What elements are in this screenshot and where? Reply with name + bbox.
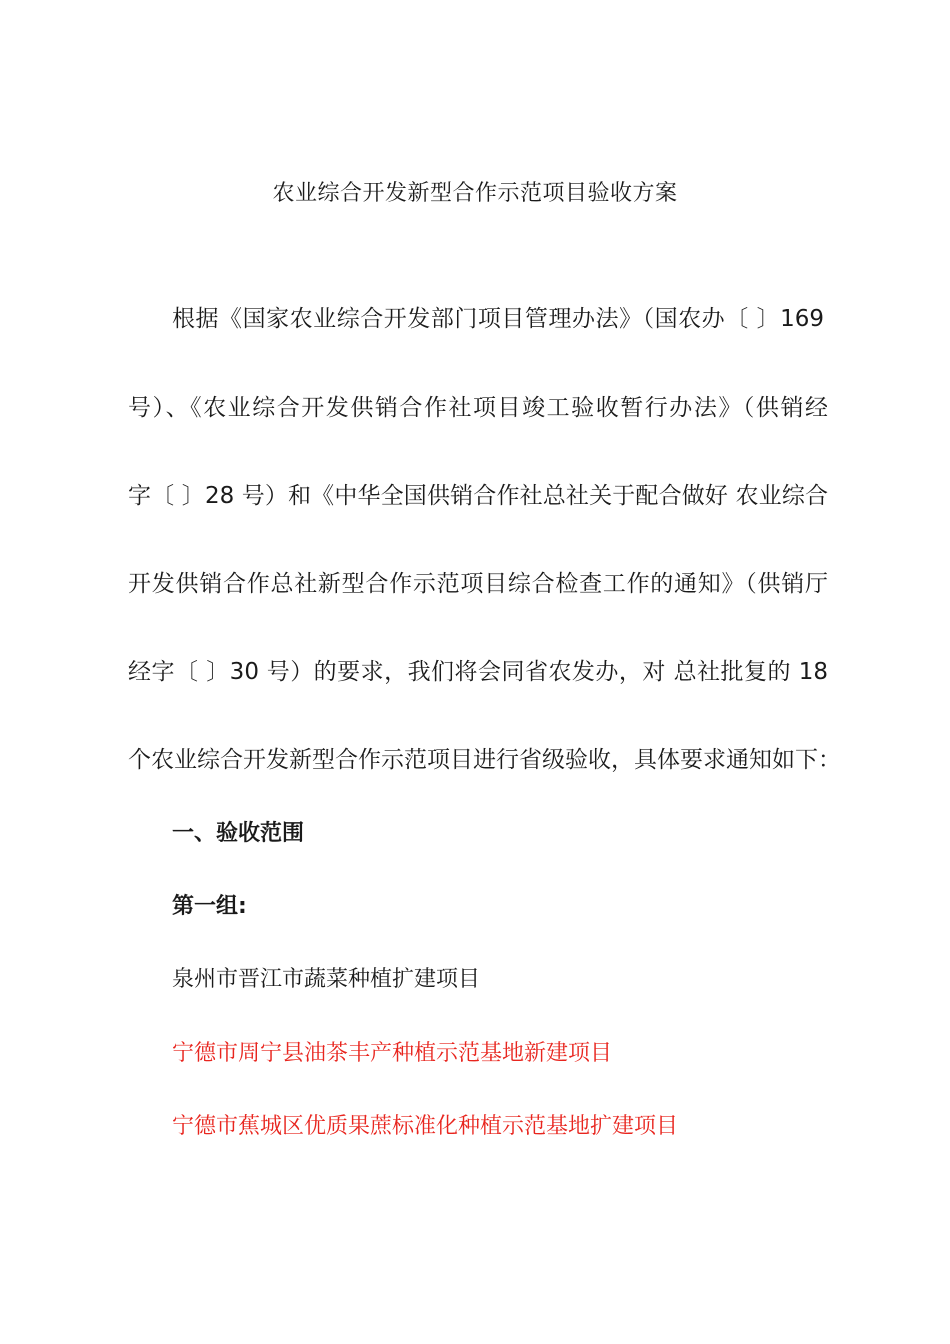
project-item-3: 宁德市蕉城区优质果蔗标准化种植示范基地扩建项目 xyxy=(172,1114,679,1139)
intro-line-4: 开发供销合作总社新型合作示范项目综合检查工作的通知》（供销厅 xyxy=(128,571,828,597)
intro-line-1: 根据《国家农业综合开发部门项目管理办法》（国农办〔 〕169 xyxy=(172,306,824,332)
group-heading: 第一组: xyxy=(172,894,247,919)
intro-line-6: 个农业综合开发新型合作示范项目进行省级验收，具体要求通知如下： xyxy=(128,747,841,773)
document-title: 农业综合开发新型合作示范项目验收方案 xyxy=(272,181,678,206)
section-heading: 一、验收范围 xyxy=(172,821,305,846)
intro-line-2: 号）、《农业综合开发供销合作社项目竣工验收暂行办法》（供销经 xyxy=(128,395,828,421)
intro-line-5: 经字〔 〕30 号）的要求，我们将会同省农发办，对 总社批复的 18 xyxy=(128,659,828,685)
project-item-1: 泉州市晋江市蔬菜种植扩建项目 xyxy=(172,967,481,992)
project-item-2: 宁德市周宁县油茶丰产种植示范基地新建项目 xyxy=(172,1041,613,1066)
intro-line-3: 字〔 〕28 号）和《中华全国供销合作社总社关于配合做好 农业综合 xyxy=(128,483,828,509)
